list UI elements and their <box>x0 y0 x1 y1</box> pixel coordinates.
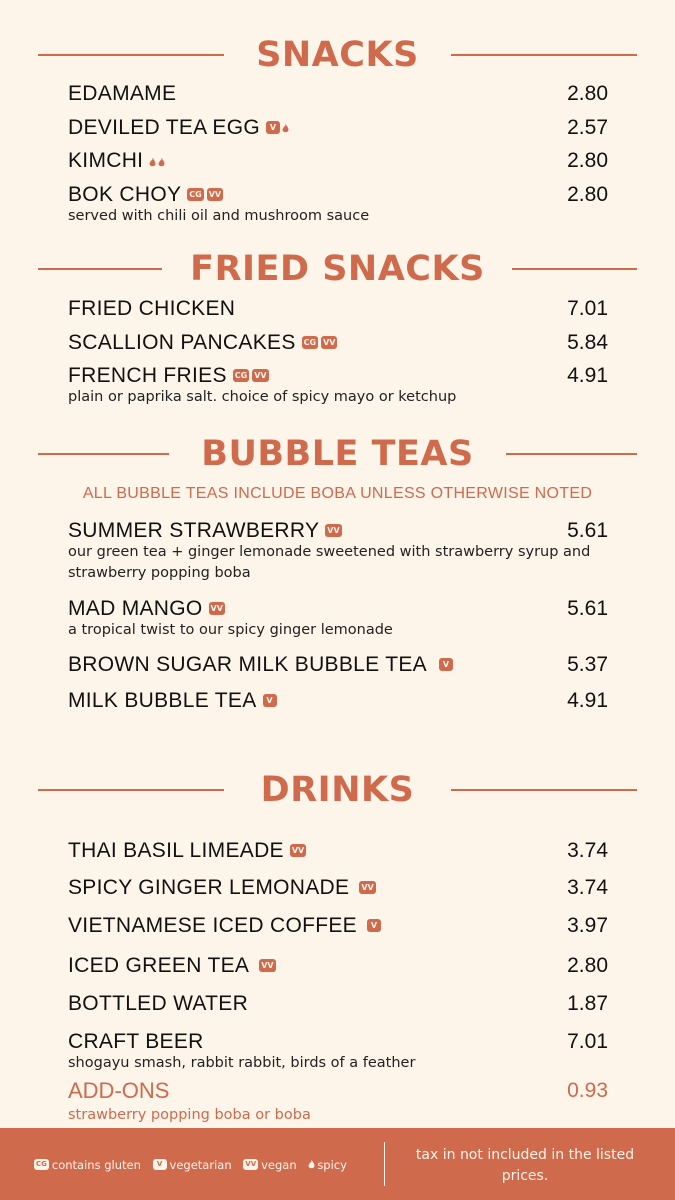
item-name: MILK BUBBLE TEA <box>68 689 257 712</box>
item-name: SUMMER STRAWBERRY <box>68 519 320 542</box>
item-name: FRENCH FRIES <box>68 364 227 387</box>
menu-item <box>68 295 608 323</box>
vegan-tag: VV <box>361 883 374 892</box>
item-name: EDAMAME <box>68 82 177 105</box>
item-price: 5.61 <box>567 519 608 542</box>
item-price: 3.97 <box>567 914 608 937</box>
section-title: SNACKS <box>256 35 419 75</box>
add-ons <box>68 1077 608 1125</box>
legend-label: vegan <box>261 1158 297 1172</box>
tax-note: tax in not included in the listed prices. <box>415 1147 635 1184</box>
vegetarian-tag: V <box>153 1159 167 1170</box>
legend-label: vegetarian <box>169 1158 232 1172</box>
menu-item <box>68 147 608 175</box>
section-title: BUBBLE TEAS <box>201 434 474 474</box>
item-price: 2.80 <box>567 954 608 977</box>
addon-name: ADD-ONS <box>68 1078 170 1103</box>
item-price: 2.80 <box>567 82 608 105</box>
footer <box>0 1128 675 1200</box>
section-note: ALL BUBBLE TEAS INCLUDE BOBA UNLESS OTHERWISE NOTED <box>82 485 593 502</box>
section-title: DRINKS <box>260 770 415 810</box>
item-price: 5.84 <box>567 331 608 354</box>
item-price: 2.80 <box>567 149 608 172</box>
item-name: BROWN SUGAR MILK BUBBLE TEA <box>68 653 427 676</box>
section-heading-fried-snacks <box>0 249 675 289</box>
item-name: THAI BASIL LIMEADE <box>68 839 284 862</box>
vegetarian-tag: V <box>263 694 277 707</box>
gluten-tag: CG <box>189 190 202 199</box>
item-description: plain or paprika salt. choice of spicy mayo or ketchup <box>68 389 457 405</box>
menu-item <box>68 990 608 1018</box>
item-name: DEVILED TEA EGG <box>68 116 261 139</box>
menu-item <box>68 874 608 902</box>
item-name: VIETNAMESE ICED COFFEE <box>68 914 357 937</box>
gluten-tag: CG <box>36 1160 47 1168</box>
item-price: 2.80 <box>567 183 608 206</box>
menu-item <box>68 517 608 584</box>
item-name: BOK CHOY <box>68 183 182 206</box>
item-description: shogayu smash, rabbit rabbit, birds of a feather <box>68 1055 416 1071</box>
legend-label: spicy <box>317 1158 347 1172</box>
item-name: CRAFT BEER <box>68 1030 204 1053</box>
menu-item <box>68 687 608 715</box>
menu-item <box>68 651 608 679</box>
menu-item <box>68 952 608 980</box>
item-name: BOTTLED WATER <box>68 992 249 1015</box>
vegan-tag: VV <box>245 1160 257 1168</box>
spicy-icon <box>149 157 156 168</box>
item-price: 4.91 <box>567 689 608 712</box>
item-price: 4.91 <box>567 364 608 387</box>
vegetarian-tag: V <box>367 919 381 932</box>
gluten-tag: CG <box>303 338 317 347</box>
item-price: 1.87 <box>567 992 608 1015</box>
menu-item <box>68 1028 608 1074</box>
spicy-icon <box>158 157 165 168</box>
item-price: 7.01 <box>567 1030 608 1053</box>
item-description: our green tea + ginger lemonade sweetened with strawberry syrup and strawberry popping boba <box>68 544 591 581</box>
vegetarian-tag: V <box>439 658 453 671</box>
item-name: SCALLION PANCAKES <box>68 331 296 354</box>
item-name: SPICY GINGER LEMONADE <box>68 876 350 899</box>
item-name: MAD MANGO <box>68 597 203 620</box>
vegan-tag: VV <box>327 526 340 535</box>
menu-item <box>68 595 608 641</box>
menu-item <box>68 114 608 142</box>
gluten-tag: CG <box>234 371 248 380</box>
menu-item <box>68 837 608 865</box>
item-description: a tropical twist to our spicy ginger lemonade <box>68 622 393 638</box>
spicy-icon <box>282 123 289 134</box>
item-price: 3.74 <box>567 876 608 899</box>
section-heading-bubble-teas <box>0 434 675 474</box>
vegan-tag: VV <box>210 604 223 613</box>
item-price: 3.74 <box>567 839 608 862</box>
addon-description: strawberry popping boba or boba <box>68 1107 311 1123</box>
legend-vegan <box>243 1158 296 1172</box>
item-name: ICED GREEN TEA <box>68 954 250 977</box>
menu-item <box>68 181 608 227</box>
legend-spicy <box>308 1158 347 1172</box>
addon-price: 0.93 <box>567 1079 608 1102</box>
item-name: KIMCHI <box>68 149 144 172</box>
item-price: 5.61 <box>567 597 608 620</box>
section-heading-drinks <box>0 770 675 810</box>
item-price: 2.57 <box>567 116 608 139</box>
dietary-legend <box>34 1158 355 1172</box>
item-name: FRIED CHICKEN <box>68 297 236 320</box>
legend-label: contains gluten <box>51 1158 141 1172</box>
vegan-tag: VV <box>254 371 267 380</box>
menu-item <box>68 362 608 408</box>
item-price: 5.37 <box>567 653 608 676</box>
menu-item <box>68 80 608 108</box>
vegan-tag: VV <box>261 961 274 970</box>
vegan-tag: VV <box>208 190 222 199</box>
legend-vegetarian <box>153 1158 232 1172</box>
item-price: 7.01 <box>567 297 608 320</box>
section-title: FRIED SNACKS <box>190 249 485 289</box>
section-heading-snacks <box>0 35 675 75</box>
footer-divider <box>384 1142 385 1186</box>
menu-item <box>68 912 608 940</box>
spicy-icon <box>308 1159 315 1170</box>
legend-gluten <box>34 1158 141 1172</box>
vegan-tag: VV <box>291 846 305 855</box>
item-description: served with chili oil and mushroom sauce <box>68 208 370 224</box>
vegan-tag: VV <box>323 338 336 347</box>
menu-item <box>68 329 608 357</box>
vegetarian-tag: V <box>266 121 280 134</box>
